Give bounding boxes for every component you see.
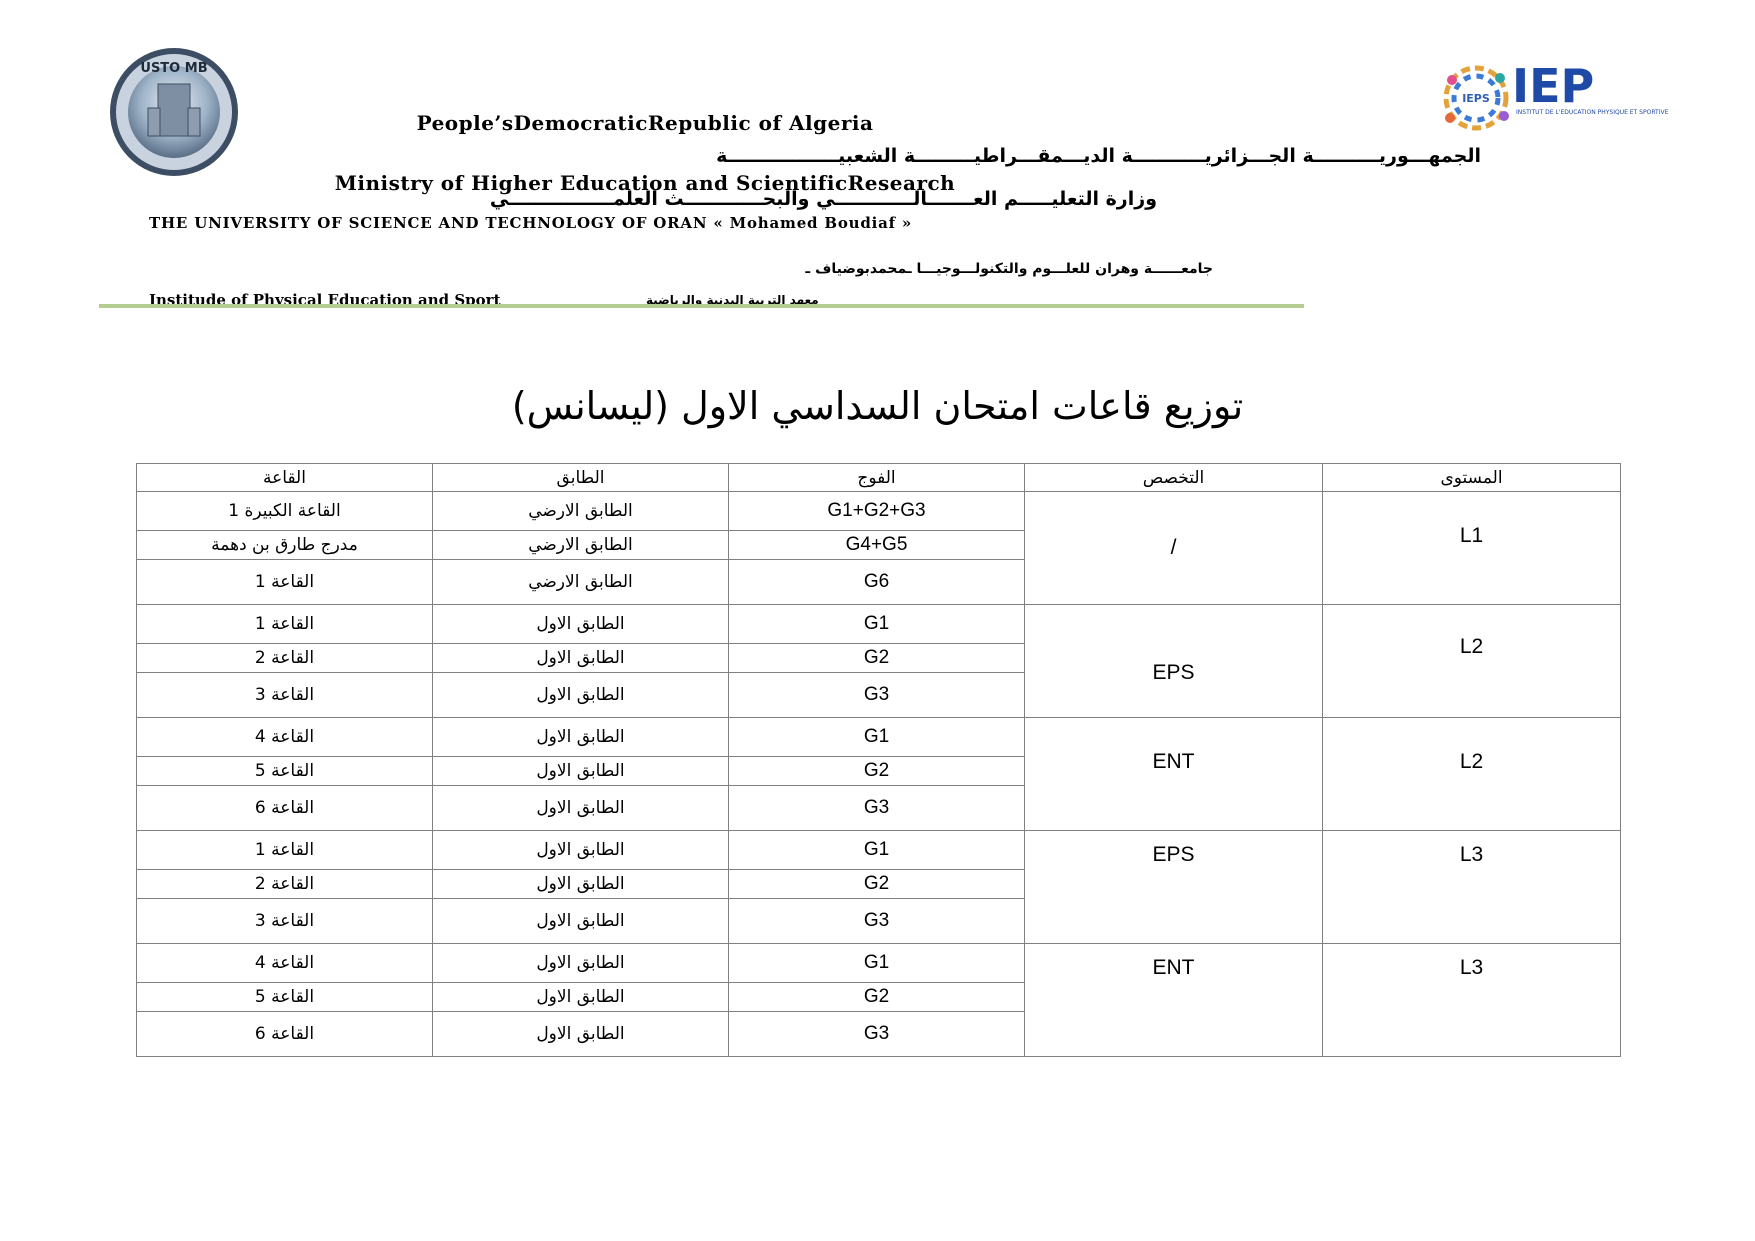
group-cell: G3 bbox=[729, 673, 1025, 718]
table-row bbox=[137, 605, 1621, 644]
group-cell: G1 bbox=[729, 944, 1025, 983]
header-university-ar: جامعــــــة وهران للعلـــوم والتكنولـــوجيـــا ـمحمدبوضياف ـ bbox=[805, 261, 1213, 277]
level-cell: L1 bbox=[1323, 492, 1621, 605]
floor-cell: الطابق الاول bbox=[433, 899, 729, 944]
table-row bbox=[137, 492, 1621, 531]
header-university-en: THE UNIVERSITY OF SCIENCE AND TECHNOLOGY OF ORAN « Mohamed Boudiaf » bbox=[149, 214, 913, 232]
table-row bbox=[137, 718, 1621, 757]
svg-text:IEPS: IEPS bbox=[1462, 92, 1490, 105]
hall-cell: القاعة 6 bbox=[137, 786, 433, 831]
hall-cell: القاعة 5 bbox=[137, 983, 433, 1012]
level-cell: L3 bbox=[1323, 944, 1621, 1057]
table-header-row bbox=[137, 464, 1621, 492]
group-cell: G1 bbox=[729, 831, 1025, 870]
specialty-cell: EPS bbox=[1025, 605, 1323, 718]
svg-text:IEP: IEP bbox=[1512, 59, 1595, 113]
svg-text:USTO MB: USTO MB bbox=[140, 61, 208, 76]
hall-cell: القاعة 2 bbox=[137, 870, 433, 899]
table-row bbox=[137, 831, 1621, 870]
header-institute-ar: معهد التربية البدنية والرياضية bbox=[646, 293, 819, 307]
exam-room-table bbox=[136, 463, 1621, 1057]
floor-cell: الطابق الاول bbox=[433, 718, 729, 757]
specialty-cell: ENT bbox=[1025, 718, 1323, 831]
level-cell: L2 bbox=[1323, 605, 1621, 718]
level-cell: L2 bbox=[1323, 718, 1621, 831]
group-cell: G6 bbox=[729, 560, 1025, 605]
group-cell: G3 bbox=[729, 1012, 1025, 1057]
hall-cell: القاعة 1 bbox=[137, 831, 433, 870]
floor-cell: الطابق الارضي bbox=[433, 560, 729, 605]
group-cell: G2 bbox=[729, 757, 1025, 786]
header-group: الفوج bbox=[729, 464, 1025, 492]
specialty-cell: / bbox=[1025, 492, 1323, 605]
hall-cell: القاعة الكبيرة 1 bbox=[137, 492, 433, 531]
header-specialty: التخصص bbox=[1025, 464, 1323, 492]
header-ministry-ar: وزارة التعليـــــم العـــــــالــــــــــــي والبحــــــــــــث العلمــــــــــــــــي bbox=[489, 188, 1157, 210]
document-title: توزيع قاعات امتحان السداسي الاول (ليسانس) bbox=[511, 384, 1244, 428]
group-cell: G3 bbox=[729, 899, 1025, 944]
level-cell: L3 bbox=[1323, 831, 1621, 944]
floor-cell: الطابق الاول bbox=[433, 831, 729, 870]
group-cell: G2 bbox=[729, 983, 1025, 1012]
floor-cell: الطابق الاول bbox=[433, 944, 729, 983]
specialty-cell: EPS bbox=[1025, 831, 1323, 944]
group-cell: G2 bbox=[729, 870, 1025, 899]
hall-cell: القاعة 3 bbox=[137, 899, 433, 944]
floor-cell: الطابق الاول bbox=[433, 870, 729, 899]
floor-cell: الطابق الاول bbox=[433, 673, 729, 718]
group-cell: G1+G2+G3 bbox=[729, 492, 1025, 531]
floor-cell: الطابق الاول bbox=[433, 605, 729, 644]
hall-cell: القاعة 3 bbox=[137, 673, 433, 718]
group-cell: G4+G5 bbox=[729, 531, 1025, 560]
group-cell: G1 bbox=[729, 718, 1025, 757]
header-republic-ar: الجمهـــوريــــــــــة الجـــزائريـــــــــــة الديـــمقـــراطيـــــــــة الشعبيـــــــــــــــــة bbox=[716, 145, 1481, 167]
floor-cell: الطابق الاول bbox=[433, 757, 729, 786]
hall-cell: القاعة 4 bbox=[137, 718, 433, 757]
hall-cell: القاعة 1 bbox=[137, 605, 433, 644]
hall-cell: القاعة 1 bbox=[137, 560, 433, 605]
header-divider bbox=[99, 304, 1304, 308]
floor-cell: الطابق الارضي bbox=[433, 531, 729, 560]
institute-logo bbox=[1434, 58, 1669, 138]
header-institute-en: Institude of Physical Education and Sport bbox=[149, 291, 501, 309]
floor-cell: الطابق الاول bbox=[433, 786, 729, 831]
group-cell: G1 bbox=[729, 605, 1025, 644]
specialty-cell: ENT bbox=[1025, 944, 1323, 1057]
floor-cell: الطابق الارضي bbox=[433, 492, 729, 531]
hall-cell: القاعة 4 bbox=[137, 944, 433, 983]
hall-cell: مدرج طارق بن دهمة bbox=[137, 531, 433, 560]
hall-cell: القاعة 2 bbox=[137, 644, 433, 673]
group-cell: G2 bbox=[729, 644, 1025, 673]
floor-cell: الطابق الاول bbox=[433, 1012, 729, 1057]
header-hall: القاعة bbox=[137, 464, 433, 492]
header-level: المستوى bbox=[1323, 464, 1621, 492]
group-cell: G3 bbox=[729, 786, 1025, 831]
floor-cell: الطابق الاول bbox=[433, 644, 729, 673]
hall-cell: القاعة 5 bbox=[137, 757, 433, 786]
hall-cell: القاعة 6 bbox=[137, 1012, 433, 1057]
table-row bbox=[137, 944, 1621, 983]
header-republic-en: People’sDemocraticRepublic of Algeria bbox=[416, 111, 874, 135]
svg-text:INSTITUT DE L'EDUCATION PHYSIQ: INSTITUT DE L'EDUCATION PHYSIQUE ET SPORTIVE bbox=[1516, 109, 1669, 116]
floor-cell: الطابق الاول bbox=[433, 983, 729, 1012]
header-floor: الطابق bbox=[433, 464, 729, 492]
header-ministry-en: Ministry of Higher Education and ScientificResearch bbox=[334, 171, 956, 195]
